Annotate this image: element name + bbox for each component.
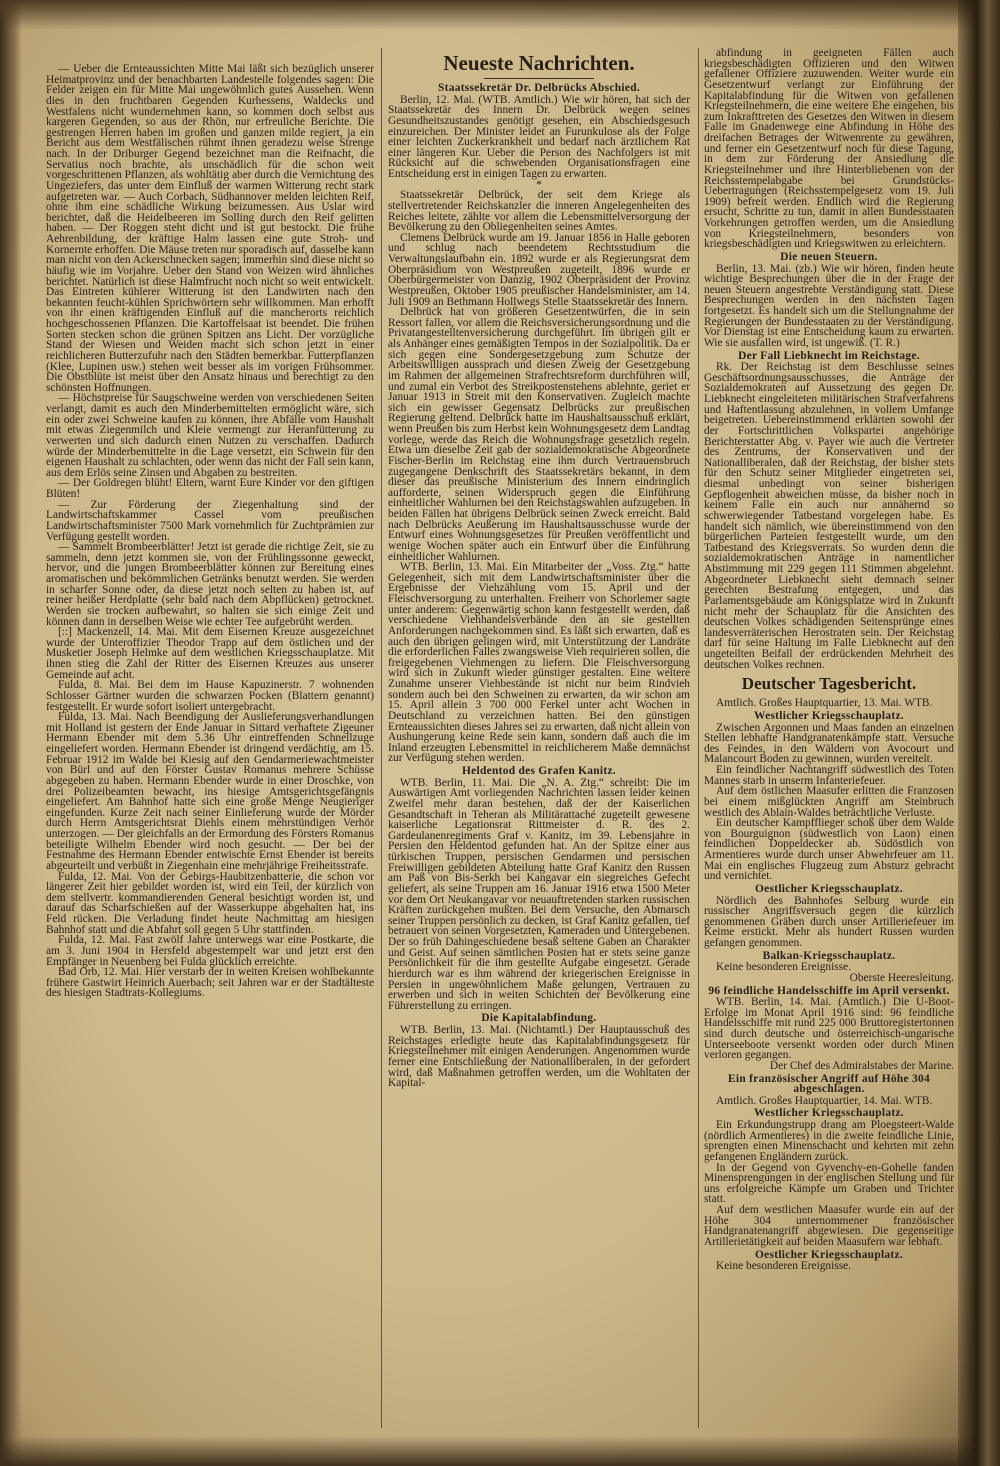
article-heading: Die neuen Steuern. — [780, 250, 878, 263]
article-paragraph: Ein Erkundungstrupp drang am Ploegsteert-Walde (nördlich Armentieres) in die zweite feindliche Linie, sprengten einen Minenschacht und kehrten mit zehn gefangenen Engländern zurück. — [704, 1119, 954, 1163]
book-binding-shadow — [958, 0, 1000, 1466]
article-paragraph: Keine besonderen Ereignisse. — [716, 961, 852, 974]
heading-underline — [484, 78, 594, 79]
article-paragraph: Fulda, 13. Mai. Nach Beendigung der Auslieferungsverhandlungen mit Holland ist gestern der Ende Januar in Sittard verhaftete Zigeuner Hermann Ebender mit dem 5.36 Uhr eintreffenden Schnellzuge eingeliefert worden. Hermann Ebender ist dringend verdächtig, am 15. Februar 1912 im Walde bei Kiesig auf den Gendarmeriewachtmeister von Bürl und auf den Förster Gustav Romanus mehrere Schüsse abgegeben zu haben. Hermann Ebender wurde in einer Droschke, von drei Polizeibeamten bewacht, ins hiesige Amtsgerichtsgefängnis eingeliefert. Am Bahnhof hatte sich eine große Menge Neugieriger eingefunden. Kurze Zeit nach seiner Einlieferung wurde der Mörder durch Herrn Amtsgerichtsrat Diehls einem mehrstündigen Verhör unterzogen. — Der gleichfalls an der Ermordung des Försters Romanus beteiligte Wilhelm Ebender wird noch gesucht. — Der bei der Festnahme des Hermann Ebender entwischte Ernst Ebender ist bereits abgeurteilt und verbüßt in Ziegenhain eine mehrjährige Freiheitsstrafe. — [46, 711, 374, 872]
article-heading: Staatssekretär Dr. Delbrücks Abschied. — [438, 82, 640, 94]
article-paragraph: Auf dem östlichen Maasufer erlitten die Franzosen bei einem mißglückten Angriff am Steinbruch westlich des Ablain-Waldes beträchtliche Verluste. — [704, 785, 954, 819]
article-paragraph: Amtlich. Großes Hauptquartier, 13. Mai. WTB. — [716, 697, 933, 710]
article-paragraph: Delbrück hat von größeren Gesetzentwürfen, die in sein Ressort fallen, vor allem die Reichsversicherungsordnung und die Privatangestelltenversicherung durchgeführt. Im übrigen gilt er als Anhänger eines gemäßigten Tempos in der Sozialpolitik. Da er sich gegen eine Sondergesetzgebung zum Schutze der Arbeitswilligen aussprach und diesen Zweig der Gesetzgebung im Rahmen der allgemeinen Strafrechtsreform durchführen will, und zumal ein Verbot des Streikpostenstehens ablehnte, geriet er Januar 1913 in Streit mit den Konservativen. Zugleich machte sich ein gewisser Gegensatz Delbrücks zur preußischen Regierung geltend. Delbrück hatte im Haushaltsausschuß erklärt, wenn Preußen bis zum Herbst kein Wohnungsgesetz dem Landtag vorlege, werde das Reich die Wohnungsfrage gesetzlich regeln. Etwa um dieselbe Zeit gab der sozialdemokratische Abgeordnete Fischer-Berlin im Reichstag eine ihm durch Vertrauensbruch zugegangene Denkschrift des Staatssekretärs bekannt, in dem dieser das preußische Ministerium des Innern eindringlich aufforderte, seinen Widerspruch gegen die Einführung einheitlicher Wahlurnen bei den Reichstagswahlen aufzugeben. In beiden Fällen hat übrigens Delbrück seinen Zweck erreicht. Bald nach Delbrücks Aeußerung im Haushaltsausschusse wurde der Entwurf eines Wohnungsgesetzes für Preußen veröffentlicht und wenige Wochen später auch ein Entwurf über die Einführung einheitlicher Wahlurnen. — [388, 306, 690, 563]
article-paragraph: WTB. Berlin, 14. Mai. (Amtlich.) Die U-Boot-Erfolge im Monat April 1916 sind: 96 feindliche Handelsschiffe mit rund 225 000 Bruttoregistertonnen sind durch deutsche und österreichisch-ungarische Unterseeboote versenkt worden oder durch Minen verloren gegangen. — [704, 996, 954, 1062]
article-heading: Neueste Nachrichten. — [443, 51, 635, 75]
article-paragraph: Fulda, 12. Mai. Von der Gebirgs-Haubitzenbatterie, die schon vor längerer Zeit hier gebildet worden ist, wird ein Teil, der kürzlich von dem stellvertr. kommandierenden General besichtigt worden ist, und darauf das Scharfschießen auf der Wasserkuppe abgehalten hat, ins Feld rücken. Die Verladung findet heute Nachmittag am hiesigen Bahnhof statt und die Abfahrt soll gegen 5 Uhr stattfinden. — [46, 870, 374, 936]
article-paragraph: Zwischen Argonnen und Maas fanden an einzelnen Stellen lebhafte Handgranatenkämpfe statt. Versuche des Feindes, in den Wäldern von Avocourt und Malancourt Boden zu gewinnen, wurden vereitelt. — [704, 721, 954, 766]
article-paragraph: Nördlich des Bahnhofes Selburg wurde ein russischer Angriffsversuch gegen die kürzlich genommenen Gräben durch unser Artilleriefeuer im Keime erstickt. Mehr als hundert Russen wurden gefangen genommen. — [704, 894, 954, 949]
article-heading: Der Fall Liebknecht im Reichstage. — [738, 349, 920, 362]
article-paragraph: Berlin, 13. Mai. (zb.) Wie wir hören, finden heute wichtige Besprechungen über die in der Frage der neuen Steuern angestrebte Verständigung statt. Diese Besprechungen werden in den nächsten Tagen fortgesetzt. Es handelt sich um die Stellungnahme der Regierungen der Bundesstaaten zu der Verständigung. Vor Dienstag ist eine Entscheidung kaum zu erwarten. Wie sie ausfallen wird, ist ungewiß. (T. R.) — [704, 262, 954, 349]
column-latest-news — [388, 50, 690, 1089]
article-paragraph: abfindung in geeigneten Fällen auch kriegsbeschädigten Offizieren und den Witwen gefallener Offiziere zuzuwenden. Weiter wurde ein Gesetzentwurf verlangt zur Einführung der Kapitalabfindung für die Witwen von gefallenen Kriegsteilnehmern, die eine weitere Ehe eingehen, bis zum Inkrafttreten des Gesetzes den Witwen in diesem Falle im Gnadenwege eine Abfindung in Höhe des dreifachen Betrages der Witwenrente zu gewähren, und ferner ein Gesetzentwurf noch für diese Tagung, in dem zur Förderung der Ansiedlung die Kriegsteilnehmer und ihre Hinterbliebenen von der Reichsstempelabgabe bei Grundstücks-Uebertragungen (Reichsstempelgesetz vom 19. Juli 1909) befreit werden. Endlich wird die Regierung ersucht, Schritte zu tun, damit in allen Bundesstaaten Vorkehrungen getroffen werden, um die Ansiedlung von Kriegsteilnehmern, besonders von kriegsbeschädigten und Kriegswitwen zu erleichtern. — [704, 47, 954, 251]
article-paragraph: Fulda, 8. Mai. Bei dem im Hause Kapuzinerstr. 7 wohnenden Schlosser Gärtner wurden die schwarzen Pocken (Blattern genannt) festgestellt. Er wurde sofort isoliert untergebracht. — [46, 679, 374, 713]
article-signature: Der Chef des Admiralstabes der Marine. — [769, 1059, 954, 1072]
column-divider — [381, 48, 382, 1428]
page-top-shadow — [0, 0, 1000, 30]
article-heading: Westlicher Kriegsschauplatz. — [754, 709, 904, 722]
page-bottom-shadow — [0, 1436, 1000, 1466]
column-war-reports — [704, 48, 954, 1272]
article-paragraph: — Ueber die Ernteaussichten Mitte Mai läßt sich bezüglich unserer Heimatprovinz und der benachbarten Landesteile folgendes sagen: Die Felder zeigen ein für Mitte Mai ungewöhnlich gutes Aussehen. Wenn dies in den fruchtbaren Gegenden Kurhessens, Waldecks und Westfalens nicht wundernehmen kann, so kommen doch selbst aus kargeren Gegenden, so aus der Rhön, nur erfreuliche Berichte. Die gestrengen Herren haben im großen und ganzen milde regiert, ja ein Bericht aus dem Westfälischen rühmt ihnen geradezu weise Strenge nach. In der Driburger Gegend bezeichnet man die Reifnacht, die Servatius noch brachte, als unschädlich für die schon weit vorgeschrittenen Pflanzen, als wohltätig aber durch die Vernichtung des Ungeziefers, das unter dem Einfluß der warmen Witterung recht stark aufgetreten war. — Auch Corbach, Südhannover melden leichten Reif, ohne ihm eine schädliche Wirkung beizumessen. Aus Uslar wird berichtet, daß die Heidelbeeren im Solling durch den Reif gelitten haben. — Der Roggen steht dicht und ist gut bestockt. Die frühe Aehrenbildung, der kräftige Halm lassen eine gute Stroh- und Kornernte erhoffen. Die Mäuse treten nur sporadisch auf, dasselbe kann man nicht von den Ackerschnecken sagen; immerhin sind diese nicht so häufig wie im Vorjahre. Ueber den Stand von Weizen wird ähnliches berichtet. Natürlich ist diese Halmfrucht noch nicht so weit entwickelt. Das Eintreten kühlerer Witterung ist den Landwirten nach den bekannten feucht-kühlen Sprichwörtern sehr willkommen. Man erhofft von ihr einen kräftigenden Einfluß auf die mancherorts reichlich hochgeschossenen Pflanzen. Die Kartoffelsaat ist beendet. Die frühen Sorten stecken schon die grünen Spitzen ans Licht. Der vorzügliche Stand der Wiesen und Weiden macht sich schon jetzt in einer reichlicheren Butterzufuhr nach den Städten bemerkbar. Futterpflanzen (Klee, Lupinen usw.) stehen weit besser als im vorigen Frühsommer. Die Obstblüte ist meist über den Ansatz hinaus und berechtigt zu den schönsten Hoffnungen. — [46, 63, 374, 394]
article-paragraph: Clemens Delbrück wurde am 19. Januar 1856 in Halle geboren und schlug nach beendetem Rechtsstudium die Verwaltungslaufbahn ein. 1892 wurde er als Regierungsrat dem Oberpräsidium von Westpreußen zugeteilt, 1896 wurde er Oberbürgermeister von Danzig, 1902 Oberpräsident der Provinz Westpreußen, Oktober 1905 preußischer Handelsminister, am 14. Juli 1909 an Bethmann Hollwegs Stelle Staatssekretär des Innern. — [388, 231, 690, 308]
article-heading: Ein französischer Angriff auf Höhe 304 abgeschlagen. — [728, 1072, 930, 1096]
column-divider — [698, 48, 699, 1428]
article-paragraph: WTB. Berlin, 11. Mai. Die „N. A. Ztg.“ schreibt: Die im Auswärtigen Amt vorliegenden Nachrichten lassen leider keinen Zweifel mehr daran bestehen, daß der der Kaiserlichen Gesandtschaft in Teheran als Militärattaché zugeteilt gewesene kaiserliche Legationsrat Rittmeister d. R. des 2. Gardeulanenregiments Graf v. Kanitz, im 39. Lebensjahre in Persien den Heldentod gefunden hat. An der Spitze einer aus türkischen Truppen, persischen Gendarmen und persischen Freiwilligen gebildeten Abteilung hatte Graf Kanitz den Russen am Paß von Bis-Serkh bei Kangavar ein siegreiches Gefecht geliefert, als seine Truppen am 16. Januar 1916 etwa 1500 Meter vor dem Ort Neukangavar vor neuauftretenden starken russischen Kräften zurückgehen mußten. Bei dem Versuche, den Abmarsch seiner Truppen persönlich zu decken, ist Graf Kanitz gefallen, tief betrauert von seinen Vorgesetzten, Kameraden und Untergebenen. Der so früh Dahingeschiedene besaß seltene Gaben an Charakter und Geist. Auf seinen sämtlichen Posten hat er stets seine ganze Persönlichkeit für die ihm gestellte Aufgabe eingesetzt. Gerade hierdurch war es ihm während der kriegerischen Ereignisse in Persien in ungewöhnlichem Maße gelungen, Vertrauen zu erwerben und sich in weiten Schichten der Bevölkerung eine Führerstellung zu erringen. — [388, 776, 690, 1012]
article-paragraph: Keine besonderen Ereignisse. — [716, 1260, 852, 1273]
article-paragraph: WTB. Berlin, 13. Mai. (Nichtamtl.) Der Hauptausschuß des Reichstages erledigte heute das Kapitalabfindungsgesetz für Kriegsteilnehmer mit einigen Aenderungen. Angenommen wurde ferner eine Entschließung der Nationalliberalen, in der gefordert wird, daß Maßnahmen getroffen werden, um die Wohltaten der Kapital- — [388, 1024, 690, 1090]
page-edge-shadow — [0, 0, 22, 1466]
article-paragraph: Auf dem westlichen Maasufer wurde ein auf der Höhe 304 unternommener französischer Handgranatenangriff abgewiesen. Die gegenseitige Artillerietätigkeit auf beiden Maasufern war lebhaft. — [704, 1204, 954, 1248]
article-paragraph: — Sammelt Brombeerblätter! Jetzt ist gerade die richtige Zeit, sie zu sammeln, denn jetzt kommen sie, von der Frühlingssonne geweckt, hervor, und die jungen Brombeerblätter können zur Bereitung eines aromatischen und bekömmlichen Getränks benutzt werden. Sie werden in scharfer Sonne oder, da diese jetzt noch selten zu haben ist, auf reiner heißer Herdplatte (sehr bald nach dem Abpflücken) getrocknet. Werden sie trocken aufbewahrt, so halten sie sich einige Zeit und können dann in derselben Weise wie echter Tee aufgebrüht werden. — [46, 541, 374, 628]
article-heading: 96 feindliche Handelsschiffe im April versenkt. — [708, 984, 950, 997]
article-heading: Westlicher Kriegsschauplatz. — [754, 1107, 904, 1120]
article-paragraph: Bad Orb, 12. Mai. Hier verstarb der in weiten Kreisen wohlbekannte frühere Gastwirt Heinrich Auerbach; seit Jahren war er der Stadtälteste des hiesigen Stadtrats-Kollegiums. — [46, 966, 374, 1000]
article-heading: Heldentod des Grafen Kanitz. — [462, 765, 616, 777]
article-paragraph: Ein feindlicher Nachtangriff südwestlich des Toten Mannes starb in unserm Infanteriefeuer. — [704, 764, 954, 787]
article-paragraph: Staatssekretär Delbrück, der seit dem Kriege als stellvertretender Reichskanzler die inneren Angelegenheiten des Reiches leitete, zählte vor allem die Lebensmittelversorgung der Bevölkerung zu den Obliegenheiten seines Amtes. — [388, 189, 690, 234]
article-paragraph: WTB. Berlin, 13. Mai. Ein Mitarbeiter der „Voss. Ztg.“ hatte Gelegenheit, sich mit dem Landwirtschaftsminister über die Ergebnisse der Viehzählung vom 15. April und der Fleischversorgung zu unterhalten. Freiherr von Schorlemer sagte unter anderem: Gegenwärtig schon kann festgestellt werden, daß verschiedene Viehhandelsverbände den an sie gestellten Anforderungen nachgekommen sind. Es läßt sich erwarten, daß es auch den übrigen gelingen wird, mit Unterstützung der Landräte die erforderlichen Falles zwangsweise Vieh requirieren sollen, die freigegebenen Viehmengen zu liefern. Die Fleischversorgung wird sich in Zukunft wieder günstiger gestalten. Eine weitere Zunahme unserer Viehbestände ist nicht nur beim Rindvieh sondern auch bei den Schweinen zu erwarten, da wir schon am 15. April allein 3 700 000 Ferkel unter acht Wochen in Deutschland zu verzeichnen hatten. Bei den günstigen Ernteaussichten dieses Jahres sei zu erwarten, daß nicht allein von Aushungerung keine Rede sein kann, sondern daß auch die im Inland erzeugten Lebensmittel in reichlicherem Maße demnächst zur Verfügung stehen werden. — [388, 561, 690, 765]
article-paragraph: — Der Goldregen blüht! Eltern, warnt Eure Kinder vor den giftigen Blüten! — [46, 477, 374, 500]
article-paragraph: In der Gegend von Gyvenchy-en-Gohelle fanden Minensprengungen in der englischen Stellung und für uns erfolgreiche Kämpfe um Graben und Trichter statt. — [704, 1161, 954, 1206]
article-paragraph: [::] Mackenzell, 14. Mai. Mit dem Eisernen Kreuze ausgezeichnet wurde der Unteroffizier Theodor Trapp auf dem östlichen und der Musketier Joseph Helmke auf dem westlichen Kriegsschauplatze. Mit ihnen stieg die Zahl der Ritter des Eisernen Kreuzes aus unserer Gemeinde auf acht. — [46, 626, 374, 681]
column-local-news — [46, 64, 374, 999]
article-heading: Deutscher Tagesbericht. — [741, 674, 917, 694]
article-heading: Die Kapitalabfindung. — [481, 1012, 597, 1025]
article-paragraph: — Zur Förderung der Ziegenhaltung sind der Landwirtschaftskammer Cassel vom preußischen Landwirtschaftsminister 7500 Mark vornehmlich für Zuchtprämien zur Verfügung gestellt worden. — [46, 498, 374, 543]
article-paragraph: Berlin, 12. Mai. (WTB. Amtlich.) Wie wir hören, hat sich der Staatssekretär des Innern Dr. Delbrück wegen seines Gesundheitszustandes genötigt gesehen, ein Abschiedsgesuch einzureichen. Der Minister leidet an Furunkulose als der Folge einer leichten Zuckerkrankheit und bedarf nach ärztlichem Rat einer längeren Kur. Ueber die Person des Nachfolgers ist mit Rücksicht auf die schwebenden Organisationsfragen eine Entscheidung erst in einigen Tagen zu erwarten. — [388, 93, 690, 180]
separator-asterisk: * — [536, 178, 542, 191]
article-heading: Oestlicher Kriegsschauplatz. — [754, 1248, 904, 1261]
article-signature: Oberste Heeresleitung. — [849, 971, 954, 984]
article-heading: Oestlicher Kriegsschauplatz. — [754, 882, 904, 895]
article-paragraph: — Höchstpreise für Saugschweine werden von verschiedenen Seiten verlangt, damit es auch den Minderbemittelten ermöglicht wäre, sich ein oder zwei Schweine kaufen zu können, ihre Abfälle vom Haushalt mit etwas Ziegenmilch und Kleie vermengt zur Heranfütterung zu verwerten und sich dadurch einen Nutzen zu verschaffen. Dadurch würde der Minderbemittelte in die Lage versetzt, ein Schwein für den eigenen Haushalt zu schlachten, oder wenn das nicht der Fall sein kann, aus dem Erlös seine Zinsen und Abgaben zu bestreiten. — [46, 392, 374, 479]
article-paragraph: Fulda, 12. Mai. Fast zwölf Jahre unterwegs war eine Postkarte, die am 3. Juni 1904 in Hersfeld abgestempelt war und jetzt erst den Empfänger in Neuenberg bei Fulda glücklich erreichte. — [46, 934, 374, 968]
article-paragraph: Rk. Der Reichstag ist dem Beschlusse seines Geschäftsordnungsausschusses, die Anträge der Sozialdemokraten auf Aussetzung des gegen Dr. Liebknecht eingeleiteten militärischen Strafverfahrens und Haftentlassung abzulehnen, in vollem Umfange beigetreten. Uebereinstimmend erklärten sowohl der der Fortschrittlichen Volkspartei angehörige Berichterstatter Abg. v. Payer wie auch die Vertreter des Zentrums, der Konservativen und der Nationalliberalen, daß der Reichstag, der bisher stets für den Schutz seiner Mitglieder eingetreten sei, diesmal unbedingt von seiner bisherigen Gepflogenheit abweichen müsse, da bisher noch in keinem Falle ein auch nur annähernd so schwerwiegender Tatbestand vorgelegen habe. Es handelt sich nämlich, wie übereinstimmend von den bürgerlichen Parteien festgestellt wurde, um den Tatbestand des Kriegsverrats. So wurden denn die sozialdemokratischen Anträge in namentlicher Abstimmung mit 229 gegen 111 Stimmen abgelehnt. Abgeordneter Liebknecht sieht demnach seiner gerechten Bestrafung entgegen, und das Parlamentsgebäude am Königsplatze wird in Zukunft nicht mehr der Schauplatz für die Ansichten des deutschen Volkes schädigenden Seitensprünge eines landesverräterischen Herostraten sein. Der Reichstag darf für seine Haltung im Falle Liebknecht auf den ungeteilten Beifall der erdrückenden Mehrheit des deutschen Volkes rechnen. — [704, 361, 954, 671]
article-heading: Balkan-Kriegsschauplatz. — [762, 949, 896, 962]
article-paragraph: Amtlich. Großes Hauptquartier, 14. Mai. WTB. — [716, 1094, 933, 1107]
article-paragraph: Ein deutscher Kampfflieger schoß über dem Walde von Bourguignon (südwestlich von Laon) einen feindlichen Doppeldecker ab. Südöstlich von Armentieres wurde durch unser Abwehrfeuer am 11. Mai ein englisches Flugzeug zum Absturz gebracht und vernichtet. — [704, 817, 954, 883]
